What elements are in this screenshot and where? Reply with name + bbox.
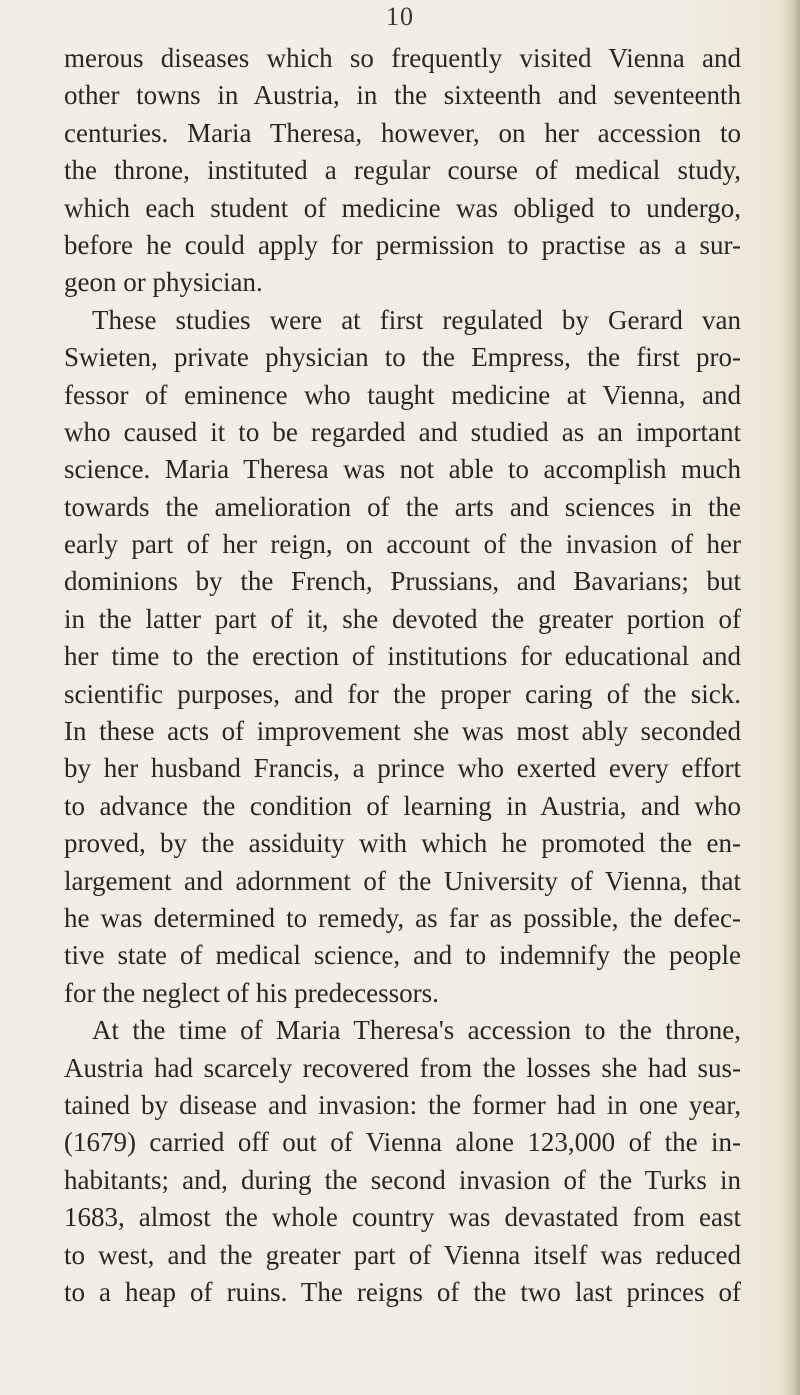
text-line: centuries. Maria Theresa, however, on her accession to: [64, 117, 741, 148]
text-line: tained by disease and invasion: the former had in one year,: [64, 1089, 741, 1120]
text-line: merous diseases which so frequently visited Vienna and: [64, 43, 741, 73]
text-line: In these acts of improvement she was most ably seconded: [64, 716, 741, 747]
text-line: other towns in Austria, in the sixteenth and seventeenth: [64, 80, 741, 111]
text-line: At the time of Maria Theresa's accession to the throne,: [92, 1015, 741, 1046]
text-line: dominions by the French, Prussians, and Bavarians; but: [64, 566, 741, 597]
text-line: before he could apply for permission to practise as a sur-: [64, 229, 741, 260]
text-line: These studies were at first regulated by Gerard van: [92, 304, 741, 335]
text-line: largement and adornment of the University of Vienna, that: [64, 865, 741, 896]
text-line: 1683, almost the whole country was devastated from east: [64, 1202, 741, 1233]
text-line: for the neglect of his predecessors.: [64, 977, 439, 1008]
text-line: tive state of medical science, and to indemnify the people: [64, 940, 741, 971]
text-line: to advance the condition of learning in Austria, and who: [64, 790, 741, 821]
text-line: fessor of eminence who taught medicine at Vienna, and: [64, 379, 741, 410]
text-line: science. Maria Theresa was not able to accomplish much: [64, 454, 741, 485]
text-line: Austria had scarcely recovered from the losses she had sus-: [64, 1052, 741, 1083]
text-line: to a heap of ruins. The reigns of the two last princes of: [64, 1276, 741, 1307]
text-line: by her husband Francis, a prince who exerted every effort: [64, 753, 741, 784]
text-line: proved, by the assiduity with which he promoted the en-: [64, 828, 741, 859]
text-line: the throne, instituted a regular course of medical study,: [64, 155, 741, 186]
text-line: which each student of medicine was obliged to undergo,: [64, 192, 741, 223]
text-line: early part of her reign, on account of the invasion of her: [64, 529, 741, 560]
text-line: geon or physician.: [64, 267, 263, 298]
text-line: in the latter part of it, she devoted the greater portion of: [64, 603, 741, 634]
text-line: who caused it to be regarded and studied as an important: [64, 416, 741, 447]
text-line: her time to the erection of institutions for educational and: [64, 641, 741, 672]
text-line: he was determined to remedy, as far as possible, the defec-: [64, 902, 741, 933]
text-line: (1679) carried off out of Vienna alone 123,000 of the in-: [64, 1127, 741, 1158]
text-line: Swieten, private physician to the Empress, the first pro-: [64, 342, 741, 373]
body-text: [64, 40, 741, 1311]
text-line: towards the amelioration of the arts and sciences in the: [64, 491, 741, 522]
page-edge-shadow: [782, 0, 800, 1395]
text-line: habitants; and, during the second invasion of the Turks in: [64, 1164, 741, 1195]
text-line: to west, and the greater part of Vienna itself was reduced: [64, 1239, 741, 1270]
page-number: 10: [386, 2, 414, 31]
text-line: scientific purposes, and for the proper caring of the sick.: [64, 678, 741, 709]
